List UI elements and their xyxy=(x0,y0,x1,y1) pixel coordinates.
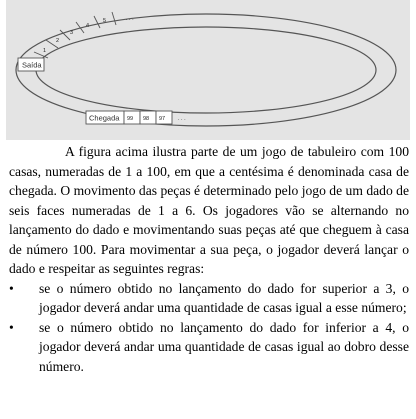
bullet: • xyxy=(9,280,14,296)
start-cell-number: 5 xyxy=(103,18,107,24)
board-track-diagram xyxy=(6,0,410,140)
start-label: Saída xyxy=(22,60,42,70)
intro-paragraph: A figura acima ilustra parte de um jogo de tabuleiro com 100 casas, numeradas de 1 a 100, em que a centésima é denominada casa de chegada. O movimento das peças é determinado pelo jogo de um dado de seis faces numeradas de 1 a 6. Os jogadores vão se alternando no lançamento do dado e movimentando suas peças até que cheguem à casa de número 100. Para movimentar a sua peça, o jogador deverá lançar o dado e respeitar as seguintes regras: xyxy=(9,144,409,276)
rule-text: se o número obtido no lançamento do dado for superior a 3, o jogador deverá andar uma quantidade de casas igual a esse número; xyxy=(39,280,409,315)
track-ellipsis: . . . xyxy=(178,116,186,122)
rule-item xyxy=(9,279,409,318)
rule-text: se o número obtido no lançamento do dado for inferior a 4, o jogador deverá andar uma quantidade de casas igual ao dobro desse número. xyxy=(39,319,409,374)
bullet: • xyxy=(9,319,14,335)
end-cell-number: 97 xyxy=(159,116,166,122)
start-cell-number: 1 xyxy=(43,48,47,54)
end-label: Chegada xyxy=(89,113,120,123)
start-cell-number: 2 xyxy=(56,38,60,44)
track-ellipsis: . . . xyxy=(126,16,134,22)
start-cell-number: 3 xyxy=(70,30,74,36)
problem-text xyxy=(9,142,409,376)
board-figure xyxy=(6,0,410,140)
start-cell-number: 4 xyxy=(86,23,90,29)
rule-item xyxy=(9,318,409,377)
end-cell-number: 99 xyxy=(127,116,134,122)
track-inner xyxy=(36,27,376,113)
rules-list xyxy=(9,279,409,377)
end-cell-number: 98 xyxy=(143,116,150,122)
